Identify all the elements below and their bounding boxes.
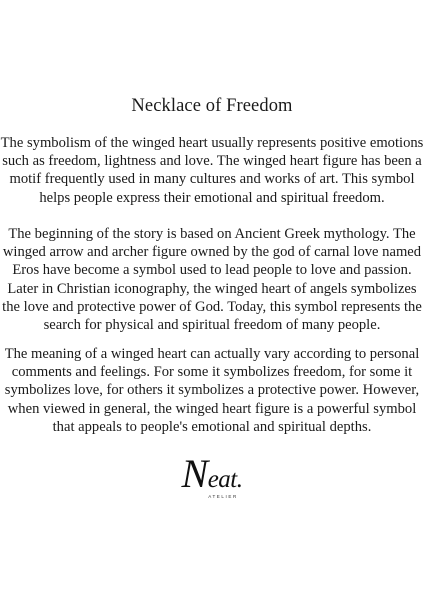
paragraph-line: such as freedom, lightness and love. The winged heart figure has been a bbox=[2, 153, 422, 170]
paragraph-line: that appeals to people's emotional and spiritual depths. bbox=[52, 418, 372, 435]
paragraph-line: The meaning of a winged heart can actually vary according to personal bbox=[4, 346, 420, 362]
paragraph-history bbox=[0, 225, 424, 334]
paragraph-symbolism bbox=[0, 134, 424, 207]
paragraph-line: symbolizes love, for others it symbolizes a protective power. However, bbox=[4, 382, 420, 399]
logo-rest: eat. bbox=[207, 466, 243, 493]
paragraph-line: Eros have become a symbol used to lead people to love and passion. bbox=[12, 262, 412, 279]
paragraph-line: when viewed in general, the winged heart figure is a powerful symbol bbox=[7, 400, 417, 417]
paragraph-line: comments and feelings. For some it symbolizes freedom, for some it bbox=[11, 364, 413, 381]
paragraph-line: helps people express their emotional and spiritual freedom. bbox=[39, 189, 385, 206]
paragraph-line: the love and protective power of God. Today, this symbol represents the bbox=[2, 298, 422, 315]
paragraph-line: The symbolism of the winged heart usually represents positive emotions bbox=[0, 135, 424, 151]
paragraph-line: search for physical and spiritual freedom of many people. bbox=[43, 317, 381, 334]
brand-logo bbox=[0, 451, 424, 499]
paragraph-meaning bbox=[0, 345, 424, 436]
paragraph-line: winged arrow and archer figure owned by the god of carnal love named bbox=[2, 244, 422, 261]
page-title: Necklace of Freedom bbox=[131, 96, 293, 116]
paragraph-line: Later in Christian iconography, the winged heart of angels symbolizes bbox=[7, 280, 417, 297]
logo-subtitle: ATELIER bbox=[208, 494, 238, 499]
logo-wordmark bbox=[181, 451, 243, 498]
paragraph-line: The beginning of the story is based on Ancient Greek mythology. The bbox=[8, 226, 416, 242]
logo-initial: N bbox=[181, 451, 208, 496]
paragraph-line: motif frequently used in many cultures and works of art. This symbol bbox=[9, 171, 415, 188]
